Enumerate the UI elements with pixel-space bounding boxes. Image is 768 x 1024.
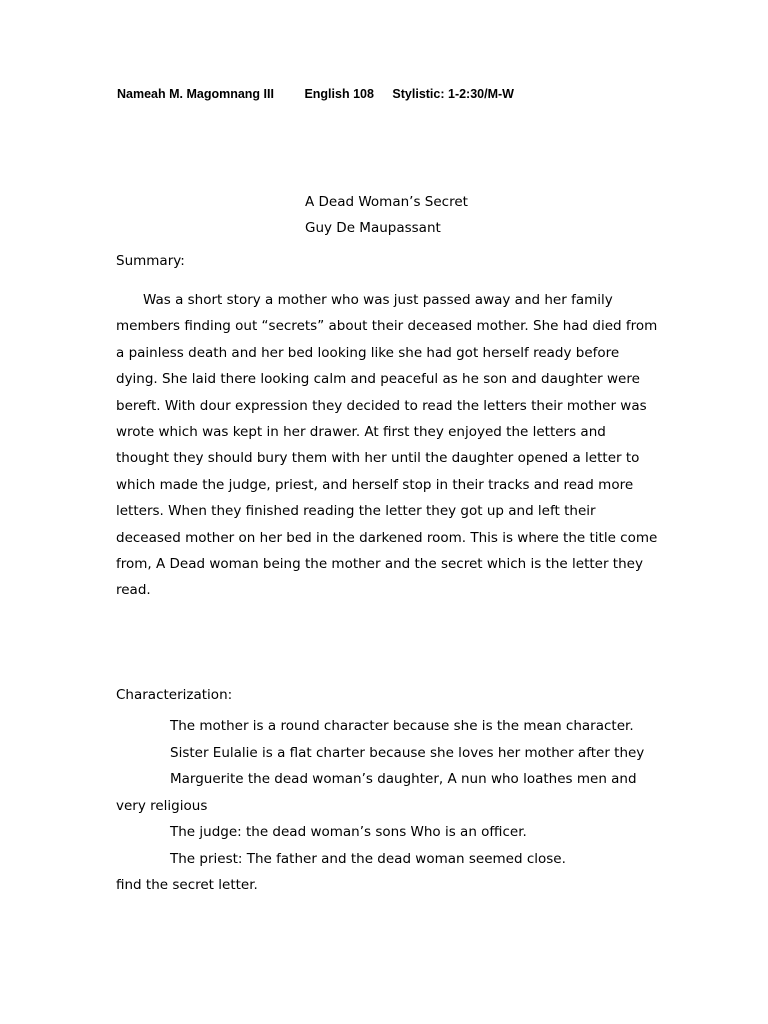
summary-line: which made the judge, priest, and herself stop in their tracks and read more — [116, 476, 634, 493]
character-entry: The priest: The father and the dead woman seemed close. — [170, 850, 566, 867]
summary-line: bereft. With dour expression they decided to read the letters their mother was — [116, 397, 647, 414]
character-entry: The mother is a round character because she is the mean character. — [170, 718, 634, 734]
story-author: Guy De Maupassant — [305, 220, 441, 236]
summary-line: read. — [116, 582, 151, 599]
summary-line: wrote which was kept in her drawer. At first they enjoyed the letters and — [116, 424, 606, 441]
summary-line: from, A Dead woman being the mother and the secret which is the letter they — [116, 556, 643, 573]
course-name: English 108 — [304, 87, 374, 101]
summary-paragraph — [116, 287, 656, 604]
character-entry: Marguerite the dead woman’s daughter, A nun who loathes men and — [170, 771, 637, 787]
class-schedule: Stylistic: 1-2:30/M-W — [392, 87, 514, 101]
summary-line: letters. When they finished reading the letter they got up and left their — [116, 503, 596, 520]
characterization-heading: Characterization: — [116, 687, 233, 703]
summary-heading: Summary: — [116, 253, 185, 269]
summary-line: Was a short story a mother who was just passed away and her family — [143, 292, 613, 308]
characterization-list — [116, 713, 644, 899]
summary-line: members finding out “secrets” about their deceased mother. She had died from — [116, 318, 658, 335]
character-entry: find the secret letter. — [116, 877, 258, 893]
story-title: A Dead Woman’s Secret — [305, 194, 468, 210]
summary-line: a painless death and her bed looking like she had got herself ready before — [116, 344, 620, 361]
author-name: Nameah M. Magomnang III — [117, 87, 274, 101]
title-block — [305, 189, 468, 241]
summary-line: thought they should bury them with her until the daughter opened a letter to — [116, 450, 640, 467]
summary-line: deceased mother on her bed in the darkened room. This is where the title come — [116, 529, 658, 546]
character-entry: very religious — [116, 797, 208, 814]
character-entry: Sister Eulalie is a flat charter because she loves her mother after they — [170, 744, 645, 761]
summary-line: dying. She laid there looking calm and peaceful as he son and daughter were — [116, 371, 640, 388]
document-header — [117, 87, 514, 101]
character-entry: The judge: the dead woman’s sons Who is an officer. — [170, 824, 527, 840]
